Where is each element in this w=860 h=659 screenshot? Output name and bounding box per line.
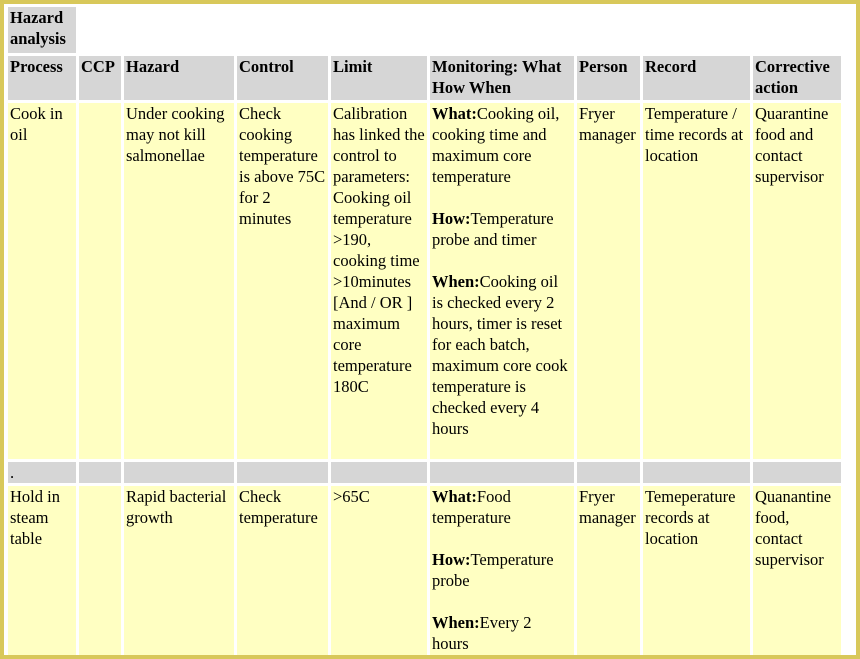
what-value: Cooking oil, cooking time and maximum core temperature — [432, 104, 560, 186]
header-process: Process — [8, 56, 76, 100]
when-label: When: — [432, 272, 480, 291]
cell-hazard: Under cooking may not kill salmonellae — [124, 103, 234, 459]
header-control: Control — [237, 56, 328, 100]
cell-person: Fryer manager — [577, 103, 640, 459]
separator-row — [8, 462, 841, 483]
separator-cell: . — [8, 462, 76, 483]
cell-limit: Calibration has linked the control to parameters: Cooking oil temperature >190, cooking time >10minutes [And / OR ] maximum core temperature 180C — [331, 103, 427, 459]
header-person: Person — [577, 56, 640, 100]
cell-control: Check temperature — [237, 486, 328, 659]
header-corrective-action: Corrective action — [753, 56, 841, 100]
when-value: Every 2 hours — [432, 613, 532, 653]
what-value: Food temperature — [432, 487, 511, 527]
cell-record: Temperature / time records at location — [643, 103, 750, 459]
table-row — [8, 486, 841, 659]
cell-ccp — [79, 103, 121, 459]
header-ccp: CCP — [79, 56, 121, 100]
cell-ccp — [79, 486, 121, 659]
what-label: What: — [432, 104, 477, 123]
header-limit: Limit — [331, 56, 427, 100]
header-record: Record — [643, 56, 750, 100]
title-row — [8, 7, 841, 53]
cell-hazard: Rapid bacterial growth — [124, 486, 234, 659]
cell-monitoring — [430, 103, 574, 459]
how-label: How: — [432, 550, 471, 569]
cell-control: Check cooking temperature is above 75C for 2 minutes — [237, 103, 328, 459]
how-value: Temperature probe and timer — [432, 209, 554, 249]
when-label: When: — [432, 613, 480, 632]
how-label: How: — [432, 209, 471, 228]
what-label: What: — [432, 487, 477, 506]
cell-corrective-action: Quanantine food, contact supervisor — [753, 486, 841, 659]
header-row — [8, 56, 841, 100]
how-value: Temperature probe — [432, 550, 554, 590]
cell-process: Hold in steam table — [8, 486, 76, 659]
hazard-analysis-table — [5, 4, 844, 659]
cell-person: Fryer manager — [577, 486, 640, 659]
header-monitoring: Monitoring: What How When — [430, 56, 574, 100]
cell-monitoring — [430, 486, 574, 659]
cell-process: Cook in oil — [8, 103, 76, 459]
header-hazard: Hazard — [124, 56, 234, 100]
table-title: Hazard analysis — [8, 7, 76, 53]
when-value: Cooking oil is checked every 2 hours, timer is reset for each batch, maximum core cook temperature is checked every 4 hours — [432, 272, 568, 438]
cell-limit: >65C — [331, 486, 427, 659]
cell-corrective-action: Quarantine food and contact supervisor — [753, 103, 841, 459]
table-row — [8, 103, 841, 459]
cell-record: Temeperature records at location — [643, 486, 750, 659]
